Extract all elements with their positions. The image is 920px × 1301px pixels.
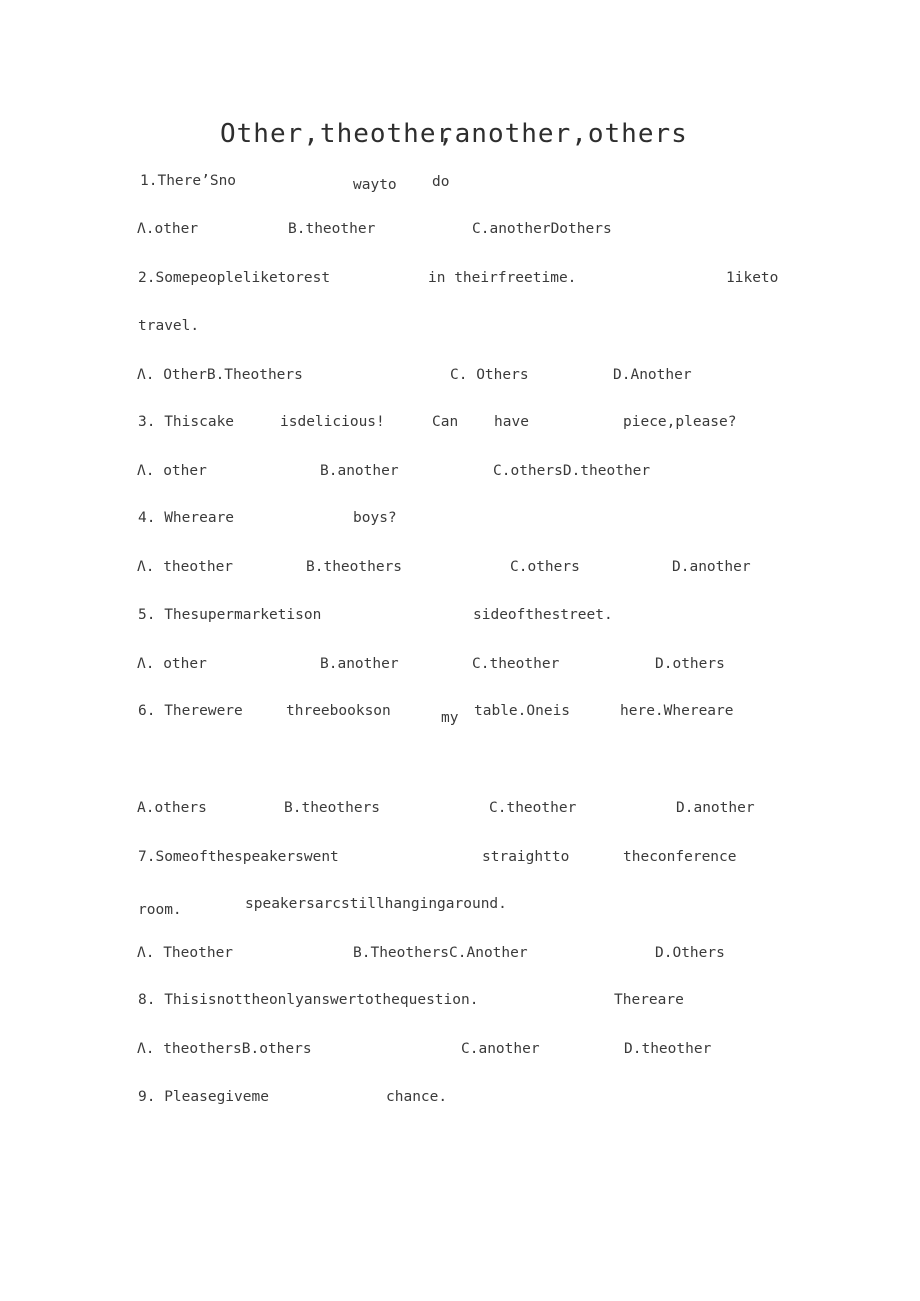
- question-8-stem: 8. Thisisnottheonlyanswertothequestion.: [138, 992, 479, 1008]
- question-7-option: Λ. Theother: [137, 945, 234, 961]
- question-2-option: D.Another: [613, 367, 692, 383]
- question-3-stem: have: [494, 414, 529, 430]
- question-6-stem: table.Oneis: [474, 703, 571, 719]
- question-5-option: D.others: [655, 656, 725, 672]
- question-2-stem: in theirfreetime.: [428, 270, 577, 286]
- page-title-right: ,another,others: [438, 119, 688, 149]
- question-1-option: Λ.other: [137, 221, 199, 237]
- question-5-option: Λ. other: [137, 656, 207, 672]
- question-3-stem: Can: [432, 414, 459, 430]
- question-8-option: Λ. theothersB.others: [137, 1041, 312, 1057]
- question-3-option: C.othersD.theother: [493, 463, 651, 479]
- question-5-stem: sideofthestreet.: [473, 607, 613, 623]
- question-5-stem: 5. Thesupermarketison: [138, 607, 322, 623]
- question-6-stem: 6. Therewere: [138, 703, 243, 719]
- question-4-option: C.others: [510, 559, 580, 575]
- question-6-stem: here.Whereare: [620, 703, 734, 719]
- question-4-stem: 4. Whereare: [138, 510, 235, 526]
- question-1-stem: do: [432, 174, 450, 190]
- question-5-option: B.another: [320, 656, 399, 672]
- question-9-stem: 9. Pleasegiveme: [138, 1089, 269, 1105]
- question-6-stem: my: [441, 710, 459, 726]
- question-3-option: B.another: [320, 463, 399, 479]
- question-1-stem: wayto: [353, 177, 397, 193]
- question-6-option: C.theother: [489, 800, 577, 816]
- question-2-option: Λ. OtherB.Theothers: [137, 367, 303, 383]
- question-4-stem: boys?: [353, 510, 397, 526]
- question-9-stem: chance.: [386, 1089, 448, 1105]
- question-6-stem: threebookson: [286, 703, 391, 719]
- question-3-option: Λ. other: [137, 463, 207, 479]
- question-7-stem-continuation: room.: [138, 902, 182, 918]
- question-8-option: C.another: [461, 1041, 540, 1057]
- question-3-stem: piece,please?: [623, 414, 737, 430]
- page-title-left: Other,theother: [220, 119, 454, 149]
- question-1-option: C.anotherDothers: [472, 221, 612, 237]
- question-2-option: C. Others: [450, 367, 529, 383]
- question-4-option: B.theothers: [306, 559, 403, 575]
- question-7-stem: straightto: [482, 849, 570, 865]
- question-7-stem: 7.Someofthespeakerswent: [138, 849, 339, 865]
- question-6-option: B.theothers: [284, 800, 381, 816]
- question-5-option: C.theother: [472, 656, 560, 672]
- question-7-option: B.TheothersC.Another: [353, 945, 528, 961]
- question-6-option: D.another: [676, 800, 755, 816]
- question-7-stem-continuation: speakersarcstillhangingaround.: [245, 896, 507, 912]
- question-3-stem: isdelicious!: [280, 414, 385, 430]
- question-3-stem: 3. Thiscake: [138, 414, 235, 430]
- question-7-stem: theconference: [623, 849, 737, 865]
- question-2-stem-continuation: travel.: [138, 318, 200, 334]
- question-6-option: A.others: [137, 800, 207, 816]
- question-8-stem: Thereare: [614, 992, 684, 1008]
- question-2-stem: 2.Somepeopleliketorest: [138, 270, 331, 286]
- question-2-stem: 1iketo: [726, 270, 779, 286]
- question-7-option: D.Others: [655, 945, 725, 961]
- question-1-stem: 1.There’Sno: [140, 173, 237, 189]
- question-4-option: D.another: [672, 559, 751, 575]
- question-1-option: B.theother: [288, 221, 376, 237]
- question-8-option: D.theother: [624, 1041, 712, 1057]
- question-4-option: Λ. theother: [137, 559, 234, 575]
